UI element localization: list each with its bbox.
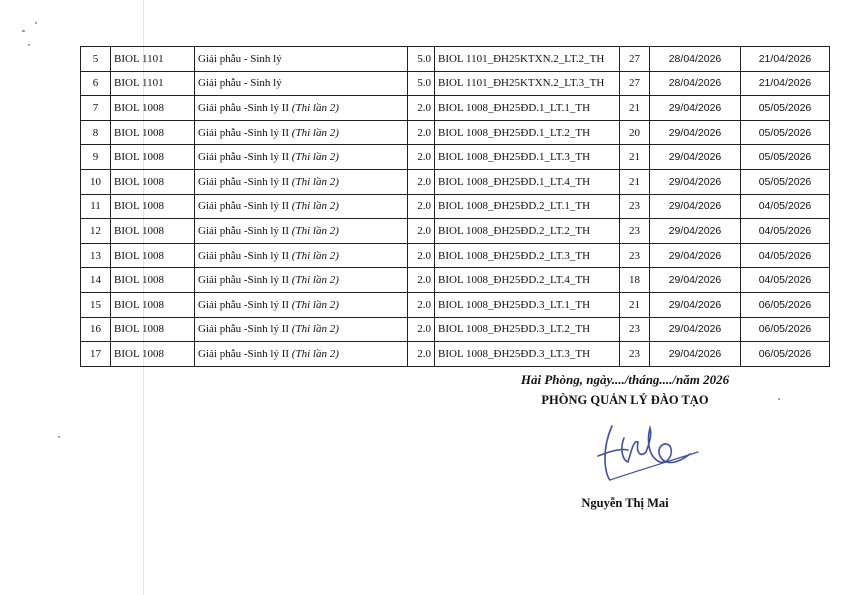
student-count-cell: 21 (620, 96, 650, 121)
course-name-text: Giải phẫu -Sinh lý II (198, 298, 292, 311)
table-row (81, 243, 830, 268)
row-number-cell: 9 (81, 145, 111, 170)
table-row (81, 317, 830, 342)
retake-note: (Thi lần 2) (291, 151, 339, 164)
course-code-cell: BIOL 1008 (111, 219, 195, 244)
course-name-cell (195, 71, 408, 96)
credits-cell: 2.0 (408, 96, 435, 121)
second-date-cell: 21/04/2026 (741, 47, 830, 72)
second-date-cell: 06/05/2026 (741, 292, 830, 317)
retake-note: (Thi lần 2) (291, 101, 339, 114)
row-number-cell: 7 (81, 96, 111, 121)
course-name-text: Giải phẫu -Sinh lý II (198, 224, 292, 237)
class-group-cell: BIOL 1008_ĐH25ĐD.1_LT.1_TH (435, 96, 620, 121)
second-date-cell: 04/05/2026 (741, 243, 830, 268)
scan-speck (22, 30, 25, 32)
second-date-cell: 05/05/2026 (741, 145, 830, 170)
table-row (81, 47, 830, 72)
row-number-cell: 11 (81, 194, 111, 219)
course-code-cell: BIOL 1008 (111, 194, 195, 219)
student-count-cell: 23 (620, 243, 650, 268)
class-group-cell: BIOL 1101_ĐH25KTXN.2_LT.2_TH (435, 47, 620, 72)
credits-cell: 2.0 (408, 120, 435, 145)
second-date-cell: 05/05/2026 (741, 120, 830, 145)
table-row (81, 71, 830, 96)
row-number-cell: 13 (81, 243, 111, 268)
second-date-cell: 06/05/2026 (741, 342, 830, 367)
handwritten-signature (590, 418, 700, 488)
retake-note: (Thi lần 2) (291, 274, 339, 287)
row-number-cell: 5 (81, 47, 111, 72)
credits-cell: 2.0 (408, 268, 435, 293)
course-name-text: Giải phẫu -Sinh lý II (198, 347, 292, 360)
second-date-cell: 21/04/2026 (741, 71, 830, 96)
course-code-cell: BIOL 1008 (111, 292, 195, 317)
retake-note: (Thi lần 2) (291, 298, 339, 311)
scan-speck (28, 44, 30, 46)
credits-cell: 5.0 (408, 71, 435, 96)
signer-name: Nguyễn Thị Mai (581, 496, 669, 510)
course-code-cell: BIOL 1008 (111, 120, 195, 145)
retake-note: (Thi lần 2) (291, 323, 339, 336)
student-count-cell: 21 (620, 292, 650, 317)
table-row (81, 219, 830, 244)
class-group-cell: BIOL 1008_ĐH25ĐD.1_LT.2_TH (435, 120, 620, 145)
credits-cell: 2.0 (408, 317, 435, 342)
course-name-cell (195, 96, 408, 121)
row-number-cell: 16 (81, 317, 111, 342)
class-group-cell: BIOL 1008_ĐH25ĐD.2_LT.2_TH (435, 219, 620, 244)
exam-date-cell: 29/04/2026 (650, 145, 741, 170)
course-code-cell: BIOL 1008 (111, 243, 195, 268)
course-name-cell (195, 194, 408, 219)
retake-note: (Thi lần 2) (291, 175, 339, 188)
exam-date-cell: 29/04/2026 (650, 292, 741, 317)
exam-schedule-table (80, 46, 830, 367)
scan-speck (35, 22, 37, 24)
exam-date-cell: 29/04/2026 (650, 268, 741, 293)
course-name-text: Giải phẫu -Sinh lý II (198, 323, 292, 336)
course-name-cell (195, 219, 408, 244)
table-row (81, 145, 830, 170)
footer-block (470, 372, 780, 408)
course-name-text: Giải phẫu -Sinh lý II (198, 151, 292, 164)
course-name-text: Giải phẫu - Sinh lý (198, 52, 282, 65)
row-number-cell: 8 (81, 120, 111, 145)
table-row (81, 169, 830, 194)
class-group-cell: BIOL 1008_ĐH25ĐD.3_LT.3_TH (435, 342, 620, 367)
course-name-text: Giải phẫu -Sinh lý II (198, 101, 292, 114)
exam-date-cell: 29/04/2026 (650, 219, 741, 244)
row-number-cell: 10 (81, 169, 111, 194)
table-row (81, 120, 830, 145)
row-number-cell: 17 (81, 342, 111, 367)
student-count-cell: 21 (620, 145, 650, 170)
course-name-text: Giải phẫu -Sinh lý II (198, 200, 292, 213)
credits-cell: 2.0 (408, 145, 435, 170)
course-code-cell: BIOL 1101 (111, 71, 195, 96)
course-code-cell: BIOL 1008 (111, 169, 195, 194)
credits-cell: 5.0 (408, 47, 435, 72)
course-code-cell: BIOL 1008 (111, 268, 195, 293)
course-name-text: Giải phẫu -Sinh lý II (198, 126, 292, 139)
exam-date-cell: 28/04/2026 (650, 47, 741, 72)
exam-date-cell: 29/04/2026 (650, 96, 741, 121)
class-group-cell: BIOL 1101_ĐH25KTXN.2_LT.3_TH (435, 71, 620, 96)
course-name-cell (195, 342, 408, 367)
course-name-cell (195, 47, 408, 72)
table-row (81, 96, 830, 121)
course-name-text: Giải phẫu - Sinh lý (198, 77, 282, 90)
retake-note: (Thi lần 2) (291, 126, 339, 139)
course-name-cell (195, 268, 408, 293)
place-date-line: Hải Phòng, ngày..../tháng..../năm 2026 (520, 372, 730, 387)
course-name-cell (195, 292, 408, 317)
class-group-cell: BIOL 1008_ĐH25ĐD.3_LT.2_TH (435, 317, 620, 342)
student-count-cell: 21 (620, 169, 650, 194)
course-name-cell (195, 120, 408, 145)
class-group-cell: BIOL 1008_ĐH25ĐD.3_LT.1_TH (435, 292, 620, 317)
credits-cell: 2.0 (408, 219, 435, 244)
department-title: PHÒNG QUẢN LÝ ĐÀO TẠO (541, 393, 709, 407)
class-group-cell: BIOL 1008_ĐH25ĐD.2_LT.1_TH (435, 194, 620, 219)
table-row (81, 194, 830, 219)
row-number-cell: 12 (81, 219, 111, 244)
class-group-cell: BIOL 1008_ĐH25ĐD.1_LT.3_TH (435, 145, 620, 170)
course-code-cell: BIOL 1101 (111, 47, 195, 72)
class-group-cell: BIOL 1008_ĐH25ĐD.1_LT.4_TH (435, 169, 620, 194)
class-group-cell: BIOL 1008_ĐH25ĐD.2_LT.4_TH (435, 268, 620, 293)
second-date-cell: 04/05/2026 (741, 194, 830, 219)
row-number-cell: 15 (81, 292, 111, 317)
table-row (81, 292, 830, 317)
table-row (81, 342, 830, 367)
exam-date-cell: 29/04/2026 (650, 317, 741, 342)
course-name-text: Giải phẫu -Sinh lý II (198, 175, 292, 188)
exam-date-cell: 29/04/2026 (650, 169, 741, 194)
row-number-cell: 6 (81, 71, 111, 96)
second-date-cell: 06/05/2026 (741, 317, 830, 342)
course-code-cell: BIOL 1008 (111, 342, 195, 367)
exam-date-cell: 29/04/2026 (650, 194, 741, 219)
student-count-cell: 27 (620, 47, 650, 72)
second-date-cell: 04/05/2026 (741, 268, 830, 293)
exam-date-cell: 29/04/2026 (650, 120, 741, 145)
row-number-cell: 14 (81, 268, 111, 293)
class-group-cell: BIOL 1008_ĐH25ĐD.2_LT.3_TH (435, 243, 620, 268)
exam-date-cell: 29/04/2026 (650, 243, 741, 268)
course-code-cell: BIOL 1008 (111, 96, 195, 121)
exam-date-cell: 28/04/2026 (650, 71, 741, 96)
course-name-cell (195, 145, 408, 170)
retake-note: (Thi lần 2) (291, 224, 339, 237)
scan-speck (58, 436, 60, 438)
retake-note: (Thi lần 2) (291, 347, 339, 360)
credits-cell: 2.0 (408, 292, 435, 317)
second-date-cell: 05/05/2026 (741, 169, 830, 194)
table-row (81, 268, 830, 293)
student-count-cell: 18 (620, 268, 650, 293)
retake-note: (Thi lần 2) (291, 200, 339, 213)
course-name-cell (195, 317, 408, 342)
student-count-cell: 23 (620, 317, 650, 342)
exam-date-cell: 29/04/2026 (650, 342, 741, 367)
credits-cell: 2.0 (408, 194, 435, 219)
credits-cell: 2.0 (408, 342, 435, 367)
course-name-text: Giải phẫu -Sinh lý II (198, 249, 292, 262)
student-count-cell: 23 (620, 219, 650, 244)
credits-cell: 2.0 (408, 169, 435, 194)
student-count-cell: 23 (620, 342, 650, 367)
course-code-cell: BIOL 1008 (111, 317, 195, 342)
student-count-cell: 27 (620, 71, 650, 96)
course-name-text: Giải phẫu -Sinh lý II (198, 274, 292, 287)
credits-cell: 2.0 (408, 243, 435, 268)
student-count-cell: 23 (620, 194, 650, 219)
course-code-cell: BIOL 1008 (111, 145, 195, 170)
second-date-cell: 05/05/2026 (741, 96, 830, 121)
second-date-cell: 04/05/2026 (741, 219, 830, 244)
course-name-cell (195, 243, 408, 268)
student-count-cell: 20 (620, 120, 650, 145)
course-name-cell (195, 169, 408, 194)
table-body (81, 47, 830, 367)
retake-note: (Thi lần 2) (291, 249, 339, 262)
